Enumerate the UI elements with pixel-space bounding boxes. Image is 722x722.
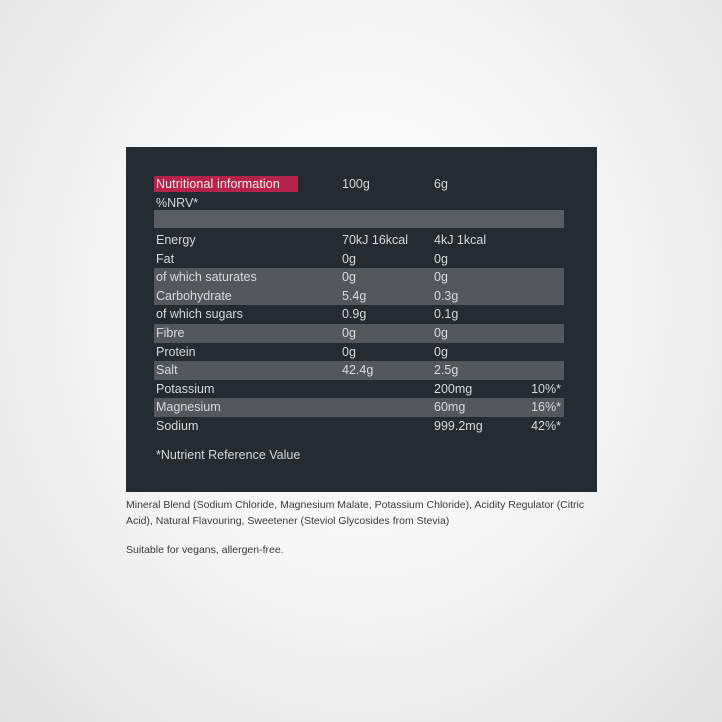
column-100g: 100g bbox=[342, 177, 370, 191]
value-100g: 0.9g bbox=[342, 307, 367, 322]
value-nrv: 16%* bbox=[531, 400, 561, 415]
nutritional-information-heading: Nutritional information bbox=[154, 176, 298, 192]
value-6g: 4kJ 1kcal bbox=[434, 233, 487, 247]
nutrient-name: Salt bbox=[156, 363, 178, 378]
nutrient-name: Carbohydrate bbox=[156, 288, 232, 303]
value-100g: 0g bbox=[342, 325, 356, 340]
value-100g: 70kJ 16kcal bbox=[342, 233, 409, 247]
value-6g: 0g bbox=[434, 270, 448, 285]
nutrient-name: Magnesium bbox=[156, 400, 221, 415]
value-6g: 999.2mg bbox=[434, 418, 483, 433]
table-row bbox=[154, 305, 564, 324]
suitability-text: Suitable for vegans, allergen-free. bbox=[126, 544, 284, 556]
value-6g: 0.1g bbox=[434, 307, 459, 322]
nutrient-name: Energy bbox=[156, 233, 196, 247]
table-row bbox=[154, 287, 564, 306]
value-6g: 0g bbox=[434, 325, 448, 340]
value-100g: 5.4g bbox=[342, 288, 367, 303]
table-row bbox=[154, 380, 564, 399]
value-6g: 60mg bbox=[434, 400, 466, 415]
table-header bbox=[126, 176, 597, 192]
nrv-header: %NRV* bbox=[156, 196, 199, 210]
value-100g: 0g bbox=[342, 251, 356, 266]
nutrition-panel bbox=[126, 147, 597, 492]
column-6g: 6g bbox=[434, 177, 448, 191]
value-6g: 2.5g bbox=[434, 363, 459, 378]
nutrient-name: Protein bbox=[156, 344, 196, 359]
value-6g: 0g bbox=[434, 344, 448, 359]
table-row bbox=[154, 361, 564, 380]
table-row bbox=[154, 398, 564, 417]
value-nrv: 42%* bbox=[531, 418, 561, 433]
nutrient-name: of which saturates bbox=[156, 270, 257, 285]
table-row bbox=[154, 268, 564, 287]
nutrient-name: Potassium bbox=[156, 381, 215, 396]
value-6g: 0.3g bbox=[434, 288, 459, 303]
table-row bbox=[154, 231, 564, 250]
divider-bar bbox=[154, 210, 564, 228]
nutrient-name: Fibre bbox=[156, 325, 185, 340]
value-100g: 0g bbox=[342, 270, 356, 285]
nutrient-name: Sodium bbox=[156, 418, 199, 433]
table-row bbox=[154, 417, 564, 436]
value-100g: 0g bbox=[342, 344, 356, 359]
nrv-footnote: *Nutrient Reference Value bbox=[156, 448, 301, 462]
nutrient-name: Fat bbox=[156, 251, 175, 266]
table-row bbox=[154, 324, 564, 343]
value-100g: 42.4g bbox=[342, 363, 374, 378]
nutrition-rows bbox=[154, 231, 564, 436]
value-6g: 200mg bbox=[434, 381, 473, 396]
table-row bbox=[154, 250, 564, 269]
ingredients-text: Mineral Blend (Sodium Chloride, Magnesium Malate, Potassium Chloride), Acidity Regulator (Citric Acid), Natural Flavouring, Sweetener (Steviol Glycosides from Stevia) bbox=[126, 499, 585, 527]
value-nrv: 10%* bbox=[531, 381, 561, 396]
nutrient-name: of which sugars bbox=[156, 307, 243, 322]
table-row bbox=[154, 343, 564, 362]
value-6g: 0g bbox=[434, 251, 448, 266]
